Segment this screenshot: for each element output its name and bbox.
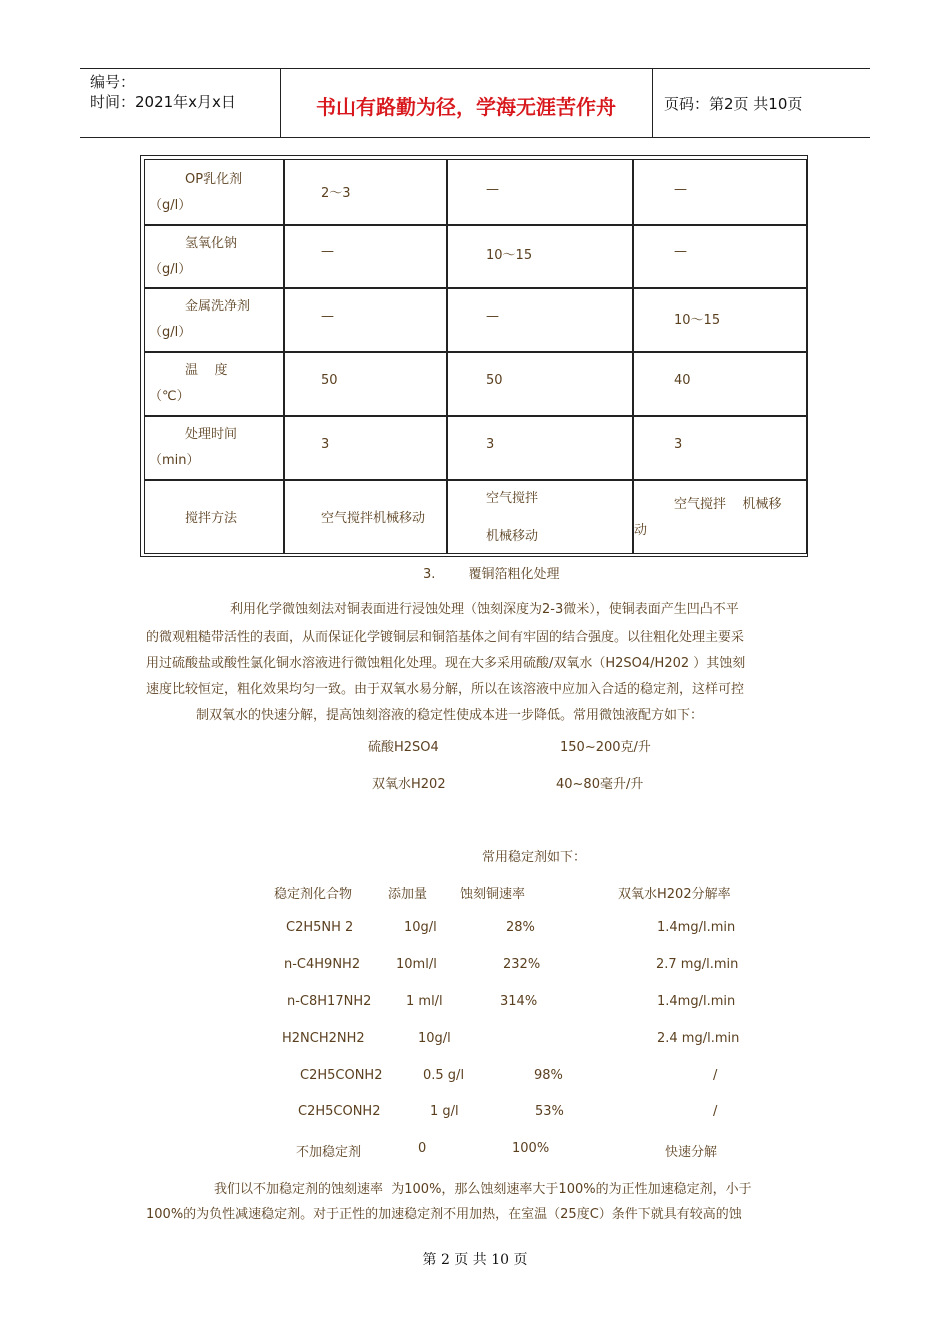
stabilizer-amount: 0 <box>418 1141 427 1156</box>
stabilizer-amount: 1 ml/l <box>406 994 443 1009</box>
stabilizer-compound: C2H5CONH2 <box>298 1104 381 1119</box>
table-row-name-cell <box>144 352 284 416</box>
table-cell <box>284 352 447 416</box>
stabilizer-decomposition: 1.4mg/l.min <box>657 920 736 935</box>
table-cell <box>447 416 633 480</box>
stabilizer-compound: C2H5CONH2 <box>300 1068 383 1083</box>
cell-value: 2～3 <box>321 186 351 201</box>
table-cell <box>447 288 633 352</box>
table-cell <box>633 480 807 554</box>
row-name: OP乳化剂 <box>185 172 243 187</box>
header-time: 时间：2021年x月x日 <box>90 93 236 111</box>
paragraph-line: 利用化学微蚀刻法对铜表面进行浸蚀处理（蚀刻深度为2-3微米），使铜表面产生凹凸不平 <box>230 602 739 617</box>
table-cell <box>284 288 447 352</box>
section-title: 3. 覆铜箔粗化处理 <box>423 567 560 582</box>
stabilizer-decomposition: 1.4mg/l.min <box>657 994 736 1009</box>
cell-value: — <box>321 309 334 324</box>
stabilizer-compound: 不加稳定剂 <box>296 1145 362 1160</box>
cell-value: 3 <box>674 437 683 452</box>
formula-value: 40~80毫升/升 <box>556 777 644 792</box>
stabilizer-decomposition: 2.7 mg/l.min <box>656 957 739 972</box>
stabilizer-decomposition: / <box>713 1104 718 1119</box>
stabilizer-amount: 10g/l <box>404 920 437 935</box>
cell-value: — <box>486 309 499 324</box>
row-name-text: 温 度 <box>185 363 228 378</box>
table-row-name-cell <box>144 225 284 288</box>
table-row-name-cell <box>144 480 284 554</box>
cell-value: 动 <box>634 523 648 538</box>
stabilizer-compound: n-C4H9NH2 <box>284 957 361 972</box>
table-cell <box>633 416 807 480</box>
stabilizer-decomposition: 2.4 mg/l.min <box>657 1031 740 1046</box>
cell-value: 10～15 <box>486 248 533 263</box>
cell-value: 空气搅拌 机械移 <box>674 497 782 512</box>
cell-value: 3 <box>321 437 330 452</box>
process-table <box>140 155 808 557</box>
table-cell <box>284 480 447 554</box>
table-cell <box>633 159 807 225</box>
page-footer: 第 2 页 共 10 页 <box>422 1252 528 1268</box>
formula-name: 硫酸H2SO4 <box>368 740 439 755</box>
stabilizer-header: 稳定剂化合物 <box>274 887 353 902</box>
row-name <box>185 359 228 378</box>
cell-value: 机械移动 <box>486 529 539 544</box>
row-unit: （℃） <box>149 389 190 404</box>
cell-value: 空气搅拌 <box>486 491 539 506</box>
table-cell <box>447 159 633 225</box>
cell-value: — <box>486 182 499 197</box>
row-unit: （min） <box>149 453 200 468</box>
paragraph-line: 的微观粗糙带活性的表面，从而保证化学镀铜层和铜箔基体之间有牢固的结合强度。以往粗化处理主要采 <box>146 630 745 645</box>
cell-value: 空气搅拌机械移动 <box>321 511 426 526</box>
row-unit: （g/l） <box>149 325 192 340</box>
header-page-box <box>652 69 870 137</box>
stabilizer-amount: 0.5 g/l <box>423 1068 465 1083</box>
stabilizer-amount: 1 g/l <box>430 1104 459 1119</box>
stabilizer-header: 添加量 <box>388 887 428 902</box>
stabilizer-header: 蚀刻铜速率 <box>460 887 526 902</box>
stabilizer-header: 双氧水H202分解率 <box>618 887 731 902</box>
cell-value: 3 <box>486 437 495 452</box>
table-cell <box>633 352 807 416</box>
formula-value: 150~200克/升 <box>560 740 651 755</box>
stabilizer-rate: 28% <box>506 920 535 935</box>
table-cell <box>284 416 447 480</box>
stabilizer-amount: 10g/l <box>418 1031 451 1046</box>
stabilizer-amount: 10ml/l <box>396 957 437 972</box>
table-cell <box>284 159 447 225</box>
table-row-name-cell <box>144 159 284 225</box>
header-motto: 书山有路勤为径，学海无涯苦作舟 <box>316 95 616 119</box>
cell-value: 50 <box>486 373 503 388</box>
page-header <box>80 68 870 138</box>
stabilizer-rate: 53% <box>535 1104 564 1119</box>
paragraph-line: 100%的为负性减速稳定剂。对于正性的加速稳定剂不用加热，在室温（25度C）条件下就具有较高的蚀 <box>146 1207 742 1222</box>
row-name: 处理时间 <box>185 427 238 442</box>
table-cell <box>447 352 633 416</box>
table-cell <box>447 225 633 288</box>
table-cell <box>284 225 447 288</box>
cell-value: — <box>674 244 687 259</box>
header-page-number: 页码：第2页 共10页 <box>664 95 803 113</box>
table-cell <box>447 480 633 554</box>
row-unit: （g/l） <box>149 262 192 277</box>
header-meta <box>80 69 281 137</box>
stabilizer-compound: n-C8H17NH2 <box>287 994 372 1009</box>
stabilizer-rate: 232% <box>503 957 541 972</box>
row-name: 氢氧化钠 <box>185 236 238 251</box>
stabilizer-decomposition: 快速分解 <box>665 1145 718 1160</box>
paragraph-line: 制双氧水的快速分解，提高蚀刻溶液的稳定性使成本进一步降低。常用微蚀液配方如下： <box>196 708 704 723</box>
formula-name: 双氧水H202 <box>372 777 446 792</box>
row-unit: （g/l） <box>149 198 192 213</box>
stabilizer-decomposition: / <box>713 1068 718 1083</box>
header-number: 编号： <box>90 73 136 91</box>
header-motto-box <box>280 69 653 137</box>
stabilizer-rate: 98% <box>534 1068 563 1083</box>
table-row-name-cell <box>144 288 284 352</box>
table-cell <box>633 225 807 288</box>
cell-value: 10～15 <box>674 313 721 328</box>
stabilizer-rate: 100% <box>512 1141 550 1156</box>
cell-value: — <box>674 182 687 197</box>
row-name: 搅拌方法 <box>185 511 238 526</box>
stabilizer-intro: 常用稳定剂如下： <box>482 850 587 865</box>
paragraph-line: 速度比较恒定，粗化效果均匀一致。由于双氧水易分解，所以在该溶液中应加入合适的稳定剂，这样可控 <box>146 682 745 697</box>
paragraph-line: 我们以不加稳定剂的蚀刻速率 为100%，那么蚀刻速率大于100%的为正性加速稳定剂，小于 <box>214 1182 752 1197</box>
paragraph-line: 用过硫酸盐或酸性氯化铜水溶液进行微蚀粗化处理。现在大多采用硫酸/双氧水（H2SO4/H202 ）其蚀刻 <box>146 656 746 671</box>
table-row-name-cell <box>144 416 284 480</box>
stabilizer-rate: 314% <box>500 994 538 1009</box>
cell-value: 40 <box>674 373 691 388</box>
cell-value: 50 <box>321 373 338 388</box>
cell-value: — <box>321 244 334 259</box>
table-cell <box>633 288 807 352</box>
stabilizer-compound: C2H5NH 2 <box>286 920 354 935</box>
row-name: 金属洗净剂 <box>185 299 251 314</box>
stabilizer-compound: H2NCH2NH2 <box>282 1031 365 1046</box>
